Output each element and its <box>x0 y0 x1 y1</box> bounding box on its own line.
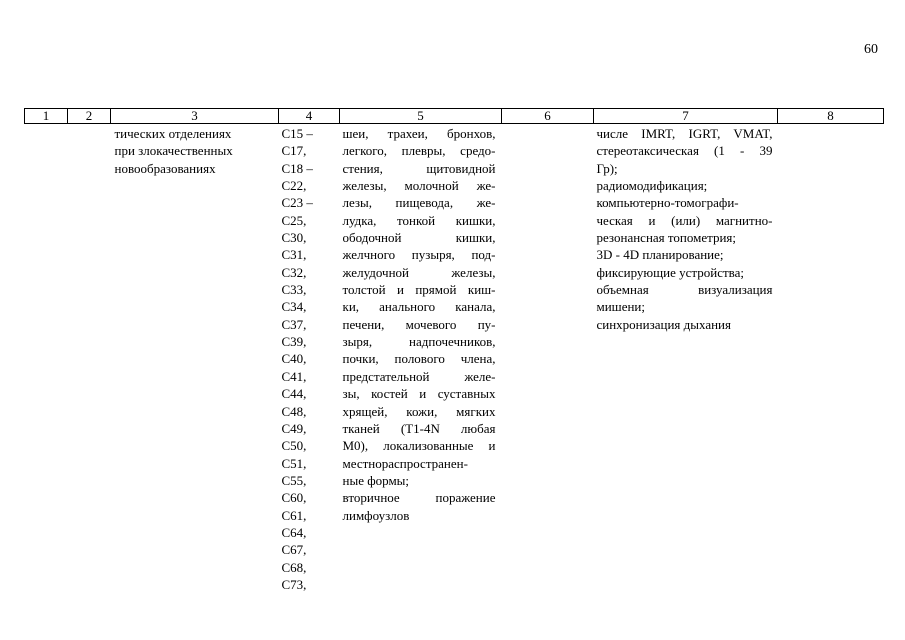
cell-line: шеи, трахеи, бронхов, <box>342 126 496 141</box>
cell-line: почки, полового члена, <box>342 351 496 367</box>
cell-line: предстательной желе- <box>342 368 496 384</box>
cell-line: С41, <box>281 368 307 384</box>
cell-line: С33, <box>281 282 307 298</box>
cell-line: С44, <box>281 386 307 402</box>
cell-line: компьютерно-томографи- <box>596 195 739 211</box>
cell-line: объемная визуализация <box>596 282 773 298</box>
cell-line: легкого, плевры, средо- <box>342 143 496 159</box>
cell-line: местнораспространен- <box>342 455 468 471</box>
cell-icd-codes <box>279 124 340 594</box>
cell-line: С31, <box>281 247 307 263</box>
cell-line: С67, <box>281 542 307 558</box>
column-header-7: 7 <box>594 109 778 124</box>
cell-line: С48, <box>281 403 307 419</box>
cell-col-6 <box>502 124 594 594</box>
header-row <box>25 109 884 124</box>
table-row <box>25 124 884 594</box>
diagnosis-lines <box>340 124 502 524</box>
cell-line: С49, <box>281 420 307 436</box>
column-header-8: 8 <box>778 109 884 124</box>
cell-line: мишени; <box>596 299 645 315</box>
cell-line: радиомодификация; <box>596 178 708 194</box>
cell-line: числе IMRT, IGRT, VMAT, <box>596 126 773 141</box>
cell-methods <box>594 124 778 594</box>
cell-line: ободочной кишки, <box>342 230 496 246</box>
cell-line: С39, <box>281 334 307 350</box>
cell-line: С22, <box>281 178 307 194</box>
cell-line: зы, костей и суставных <box>342 386 496 402</box>
column-header-4: 4 <box>279 109 340 124</box>
cell-line: M0), локализованные и <box>342 438 496 454</box>
cell-line: резонансная топометрия; <box>596 230 737 246</box>
cell-line: фиксирующие устройства; <box>596 264 744 280</box>
cell-line: стереотаксическая (1 - 39 <box>596 143 773 159</box>
cell-line: ки, анального канала, <box>342 299 496 315</box>
cell-line: ческая и (или) магнитно- <box>596 212 773 228</box>
cell-line: желудочной железы, <box>342 264 496 280</box>
column-header-6: 6 <box>502 109 594 124</box>
cell-line: С17, <box>281 143 307 159</box>
cell-line: зыря, надпочечников, <box>342 334 496 350</box>
cell-line: С64, <box>281 524 307 540</box>
data-table <box>24 108 884 593</box>
cell-line: С37, <box>281 316 307 332</box>
cell-line: С34, <box>281 299 307 315</box>
cell-line: толстой и прямой киш- <box>342 282 496 298</box>
cell-line: 3D - 4D планирование; <box>596 247 724 263</box>
cell-line: С61, <box>281 507 307 523</box>
cell-diagnoses <box>340 124 502 594</box>
column-header-3: 3 <box>111 109 279 124</box>
cell-col-8 <box>778 124 884 594</box>
cell-line: стения, щитовидной <box>342 160 496 176</box>
cell-line: С40, <box>281 351 307 367</box>
column-header-2: 2 <box>68 109 111 124</box>
cell-line: лудка, тонкой кишки, <box>342 212 496 228</box>
cell-line: лезы, пищевода, же- <box>342 195 496 211</box>
cell-line: С25, <box>281 212 307 228</box>
cell-line: С51, <box>281 455 307 471</box>
cell-col-1 <box>25 124 68 594</box>
cell-line: при злокачественных <box>114 143 233 159</box>
cell-line: желчного пузыря, под- <box>342 247 496 263</box>
cell-line: С32, <box>281 264 307 280</box>
cell-line: С23 – <box>281 195 313 211</box>
cell-line: тканей (T1-4N любая <box>342 420 496 436</box>
cell-line: синхронизация дыхания <box>596 316 731 332</box>
icd-code-lines <box>279 124 340 593</box>
cell-line: С50, <box>281 438 307 454</box>
cell-line: С18 – <box>281 160 313 176</box>
cell-line: новообразованиях <box>114 160 216 176</box>
cell-line: С60, <box>281 490 307 506</box>
cell-line: С68, <box>281 559 307 575</box>
cell-line: железы, молочной же- <box>342 178 496 194</box>
page-number: 60 <box>864 42 878 57</box>
cell-line: С73, <box>281 576 307 592</box>
cell-department-text <box>111 124 279 594</box>
cell-col-2 <box>68 124 111 594</box>
cell-line: ные формы; <box>342 472 410 488</box>
cell-line: Гр); <box>596 160 618 176</box>
cell-line: вторичное поражение <box>342 490 496 506</box>
cell-line: С55, <box>281 472 307 488</box>
cell-line: тических отделениях <box>114 126 232 141</box>
cell-line: С15 – <box>281 126 313 141</box>
cell-line: лимфоузлов <box>342 507 410 523</box>
cell-line: С30, <box>281 230 307 246</box>
column-header-5: 5 <box>340 109 502 124</box>
cell-line: хрящей, кожи, мягких <box>342 403 496 419</box>
cell-line: печени, мочевого пу- <box>342 316 496 332</box>
method-lines <box>594 124 778 333</box>
department-lines <box>111 124 279 177</box>
column-header-1: 1 <box>25 109 68 124</box>
